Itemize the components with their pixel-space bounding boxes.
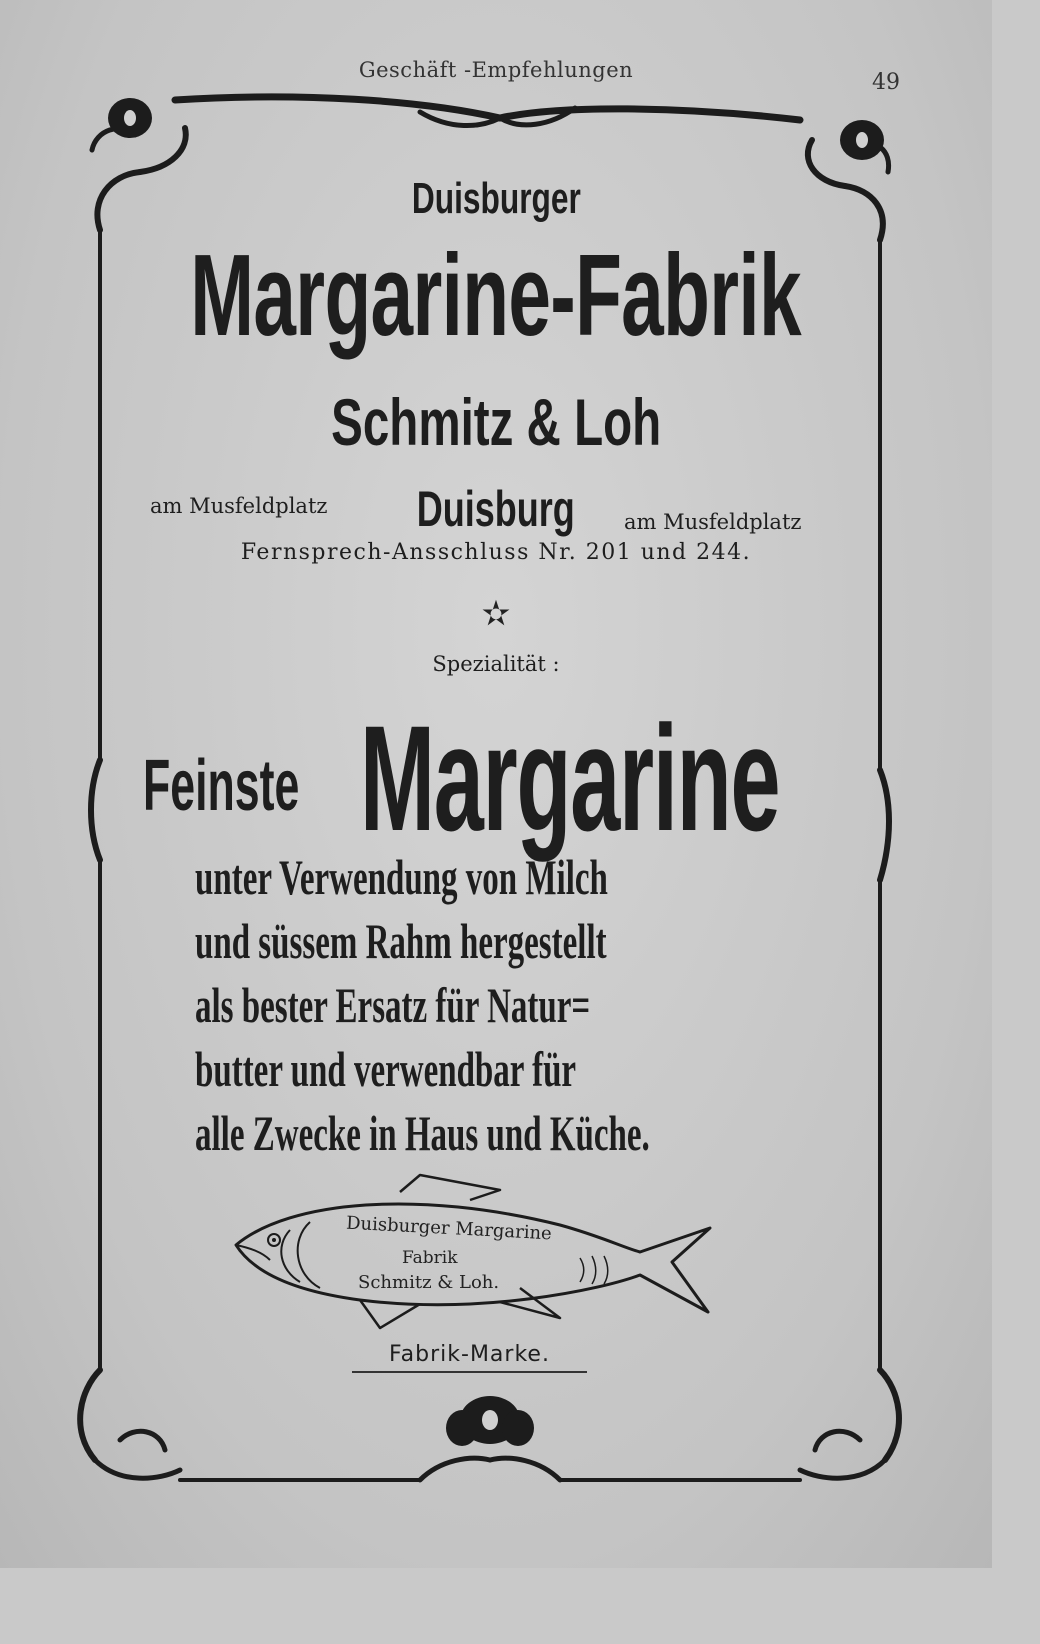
trademark-line3: Schmitz & Loh. (358, 1272, 500, 1293)
address-right: am Musfeldplatz (624, 510, 802, 534)
body-line: alle Zwecke in Haus und Küche. (195, 1105, 650, 1161)
brand-prefix: Duisburger (411, 174, 581, 223)
body-line: unter Verwendung von Milch (195, 849, 608, 905)
phone-line: Fernsprech-Ansschluss Nr. 201 und 244. (240, 540, 752, 565)
body-line: als bester Ersatz für Natur= (195, 977, 591, 1033)
trademark-label: Fabrik-Marke. (352, 1342, 587, 1373)
running-head: Geschäft -Empfehlungen (358, 58, 634, 82)
brand-owners: Schmitz & Loh (330, 385, 661, 459)
page-number: 49 (872, 70, 900, 95)
brand-name: Margarine-Fabrik (190, 230, 802, 360)
headline-small: Feinste (143, 746, 300, 826)
star-ornament-icon: ✫ (481, 594, 511, 634)
city: Duisburg (417, 481, 575, 537)
address-left: am Musfeldplatz (150, 494, 328, 518)
trademark-line2: Fabrik (402, 1248, 458, 1268)
body-line: und süssem Rahm hergestellt (195, 913, 607, 969)
trademark-line1: Duisburger Margarine (345, 1212, 553, 1245)
specialty-label: Spezialität : (432, 652, 560, 676)
headline-big: Margarine (360, 694, 780, 862)
body-line: butter und verwendbar für (195, 1041, 577, 1097)
